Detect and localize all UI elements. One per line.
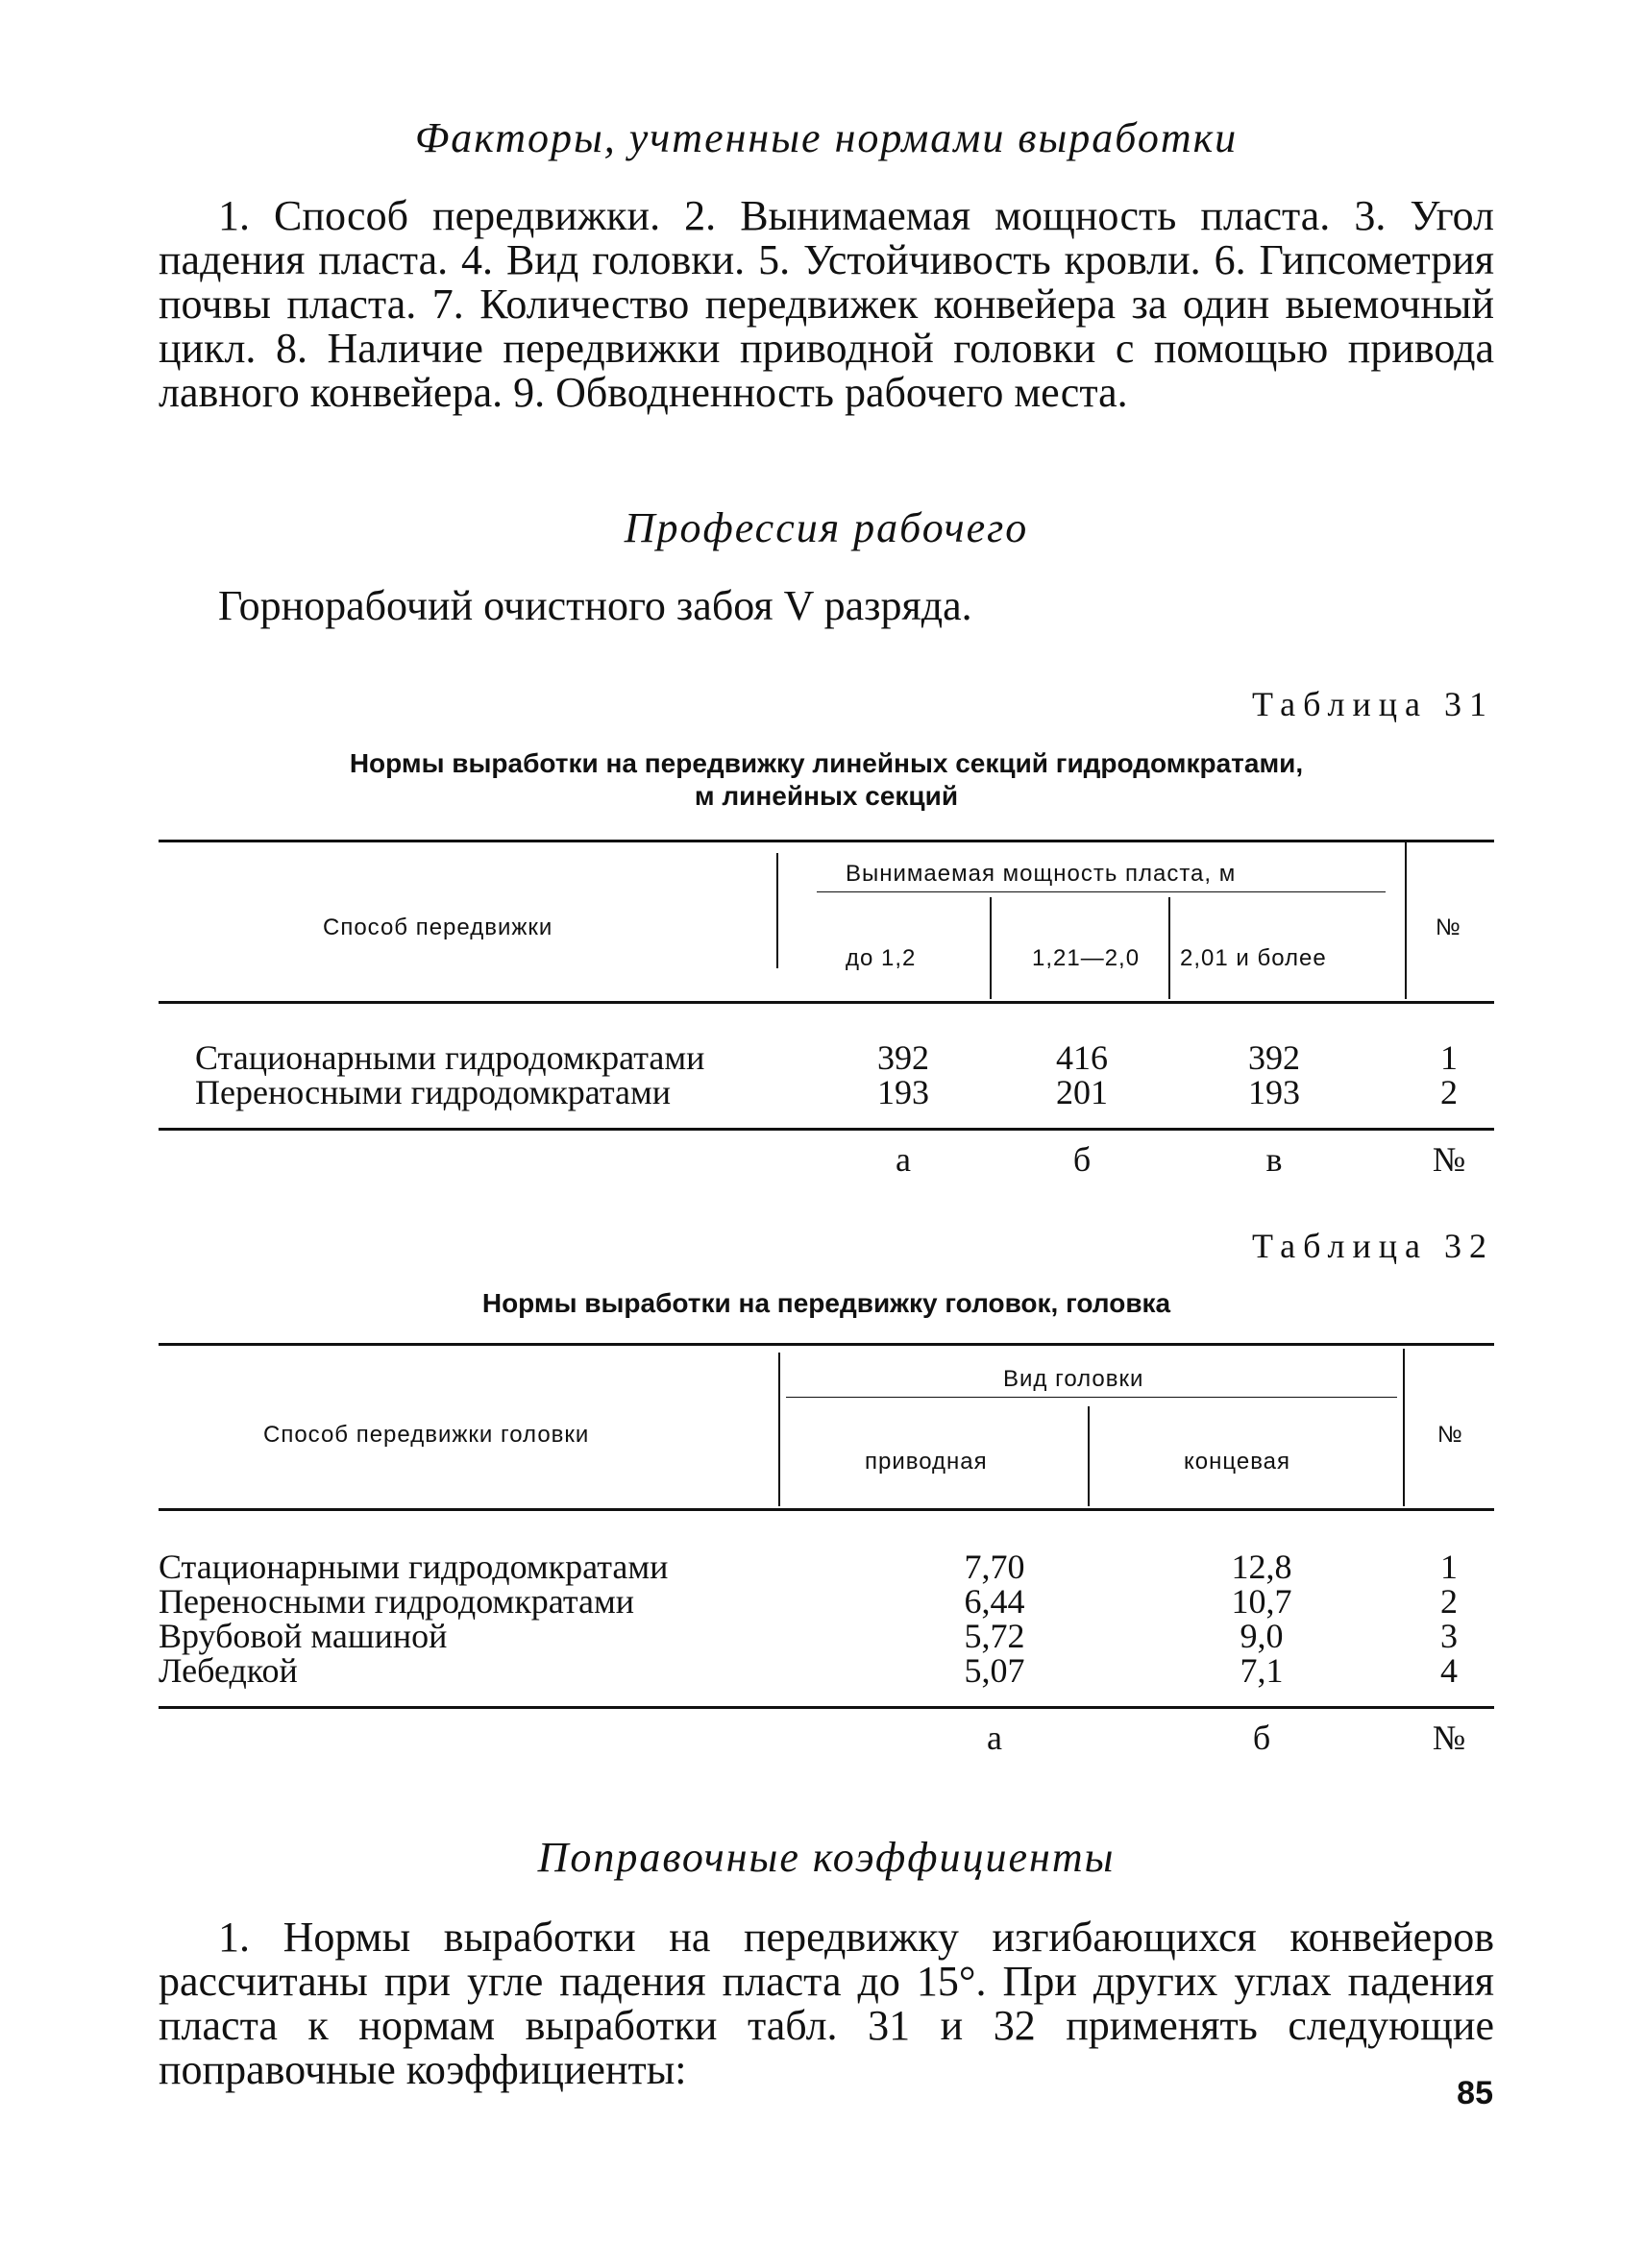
table32-row3-a: 5,72 bbox=[964, 1617, 1025, 1655]
table32-bottom-rule bbox=[159, 1706, 1494, 1709]
table32-vline-method bbox=[778, 1353, 780, 1506]
factors-heading: Факторы, учтенные нормами выработки bbox=[414, 114, 1239, 161]
table32-row1-a: 7,70 bbox=[964, 1548, 1025, 1586]
table31-group-rule bbox=[817, 891, 1386, 892]
table31-col-no: № bbox=[1436, 915, 1461, 940]
profession-paragraph: Горнорабочий очистного забоя V разряда. bbox=[218, 582, 972, 629]
factors-paragraph: 1. Способ передвижки. 2. Вынимаемая мощность пласта. 3. Угол падения пласта. 4. Вид головки. 5. Устойчивость кровли. 6. Гипсометрия почвы пласта. 7. Количество передвижек конвейера за один выемочный цикл. 8. Наличие передвижки приводной головки с помощью привода лавного конвейера. 9. Обводненность рабочего места. bbox=[159, 192, 1494, 416]
table31-col-a: до 1,2 bbox=[846, 945, 917, 971]
table32-footer-b: б bbox=[1252, 1719, 1271, 1757]
table31-col-group: Вынимаемая мощность пласта, м bbox=[846, 861, 1237, 887]
table32-col-no: № bbox=[1437, 1422, 1463, 1448]
table31-row1-a: 392 bbox=[877, 1038, 929, 1077]
table31-bottom-rule bbox=[159, 1128, 1494, 1131]
table31-footer-b: б bbox=[1072, 1140, 1092, 1179]
table32-row3-method: Врубовой машиной bbox=[159, 1617, 448, 1655]
table32-col-a: приводная bbox=[865, 1449, 988, 1475]
table31-row1-c: 392 bbox=[1248, 1038, 1300, 1077]
table31-row2-c: 193 bbox=[1248, 1073, 1300, 1111]
table32-footer-a: а bbox=[987, 1719, 1002, 1757]
table31-title-line1: Нормы выработки на передвижку линейных секций гидродомкратами, bbox=[349, 748, 1304, 778]
table32-col-method: Способ передвижки головки bbox=[263, 1422, 590, 1448]
table32-row4-a: 5,07 bbox=[964, 1651, 1025, 1690]
table31-header-rule bbox=[159, 1001, 1494, 1004]
table31-label: Таблица 31 bbox=[1252, 685, 1494, 723]
coefficients-paragraph: 1. Нормы выработки на передвижку изгибающихся конвейеров рассчитаны при угле падения пласта до 15°. При других углах падения пласта к нормам выработки табл. 31 и 32 применять следующие поправочные коэффициенты: bbox=[159, 1914, 1494, 2093]
table32-row2-a: 6,44 bbox=[964, 1582, 1025, 1621]
table31-row2-a: 193 bbox=[877, 1073, 929, 1111]
table31-col-b: 1,21—2,0 bbox=[1032, 945, 1141, 971]
table32-row4-method: Лебедкой bbox=[159, 1651, 298, 1690]
table32-group-rule bbox=[786, 1397, 1397, 1398]
page-number: 85 bbox=[1457, 2075, 1493, 2111]
table31-vline-no bbox=[1405, 840, 1407, 999]
table32-footer-no: № bbox=[1432, 1719, 1466, 1757]
table31-row1-no: 1 bbox=[1440, 1038, 1458, 1077]
table32-row3-b: 9,0 bbox=[1240, 1617, 1284, 1655]
table31-row2-method: Переносными гидродомкратами bbox=[195, 1073, 672, 1111]
table32-col-group: Вид головки bbox=[1003, 1366, 1144, 1392]
coefficients-heading: Поправочные коэффициенты bbox=[537, 1834, 1116, 1881]
table32-row4-no: 4 bbox=[1440, 1651, 1458, 1690]
table31-footer-a: а bbox=[896, 1140, 911, 1179]
table32-row1-b: 12,8 bbox=[1231, 1548, 1292, 1586]
table31-vline-a bbox=[990, 897, 992, 999]
table32-top-rule bbox=[159, 1343, 1494, 1346]
table31-vline-b bbox=[1168, 897, 1170, 999]
table31-vline-method bbox=[776, 853, 778, 968]
table31-col-method: Способ передвижки bbox=[323, 915, 553, 940]
table32-vline-a bbox=[1088, 1406, 1090, 1506]
profession-heading: Профессия рабочего bbox=[624, 504, 1029, 551]
table32-title: Нормы выработки на передвижку головок, головка bbox=[481, 1288, 1171, 1318]
table32-vline-no bbox=[1403, 1349, 1405, 1506]
table31-footer-c: в bbox=[1265, 1140, 1283, 1179]
table31-title-line2: м линейных секций bbox=[694, 781, 959, 811]
table31-row2-no: 2 bbox=[1440, 1073, 1458, 1111]
table31-col-c: 2,01 и более bbox=[1180, 945, 1327, 971]
table32-row2-no: 2 bbox=[1440, 1582, 1458, 1621]
table32-row3-no: 3 bbox=[1440, 1617, 1458, 1655]
table32-row4-b: 7,1 bbox=[1240, 1651, 1284, 1690]
table31-row1-b: 416 bbox=[1056, 1038, 1108, 1077]
table31-row2-b: 201 bbox=[1056, 1073, 1108, 1111]
table32-row1-no: 1 bbox=[1440, 1548, 1458, 1586]
table32-col-b: концевая bbox=[1184, 1449, 1291, 1475]
table32-label: Таблица 32 bbox=[1252, 1227, 1494, 1265]
table32-row2-method: Переносными гидродомкратами bbox=[159, 1582, 635, 1621]
table31-footer-no: № bbox=[1432, 1140, 1466, 1179]
table32-row1-method: Стационарными гидродомкратами bbox=[159, 1548, 669, 1586]
table31-row1-method: Стационарными гидродомкратами bbox=[195, 1038, 705, 1077]
table32-header-rule bbox=[159, 1508, 1494, 1511]
table31-top-rule bbox=[159, 840, 1494, 842]
table32-row2-b: 10,7 bbox=[1231, 1582, 1292, 1621]
